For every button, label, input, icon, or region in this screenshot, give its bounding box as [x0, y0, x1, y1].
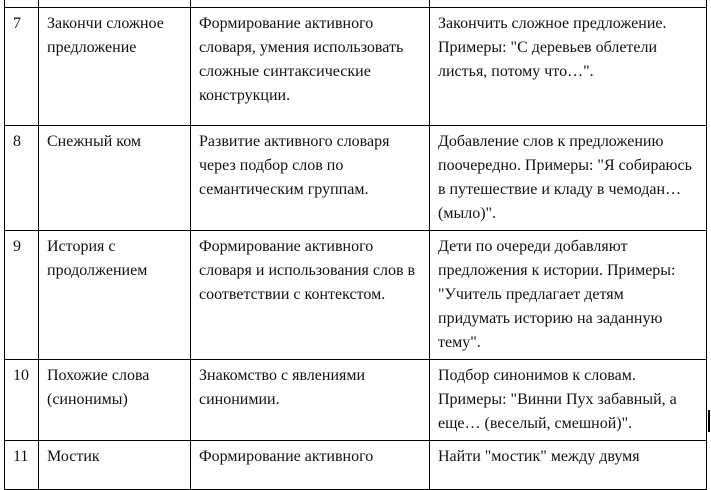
cell-num [5, 0, 39, 8]
cell-num: 10 [5, 360, 39, 441]
cell-name: Закончи сложное предложение [39, 8, 191, 126]
cell-name: История с продолжением [39, 231, 191, 360]
cell-num: 9 [5, 231, 39, 360]
cell-description [430, 0, 707, 8]
cell-goal [191, 0, 430, 8]
cell-num: 7 [5, 8, 39, 126]
cell-num: 8 [5, 126, 39, 231]
cell-goal: Формирование активного [191, 441, 430, 490]
cell-description: Закончить сложное предложение. Примеры: "С деревьев облетели листья, потому что…". [430, 8, 707, 126]
table-row [5, 360, 707, 441]
table-row [5, 126, 707, 231]
cell-name: Похожие слова (синонимы) [39, 360, 191, 441]
cell-description: Подбор синонимов к словам. Примеры: "Винни Пух забавный, а еще… (веселый, смешной)". [430, 360, 707, 441]
page-edge-divider [708, 410, 710, 432]
cell-goal: Формирование активного словаря и использования слов в соответствии с контекстом. [191, 231, 430, 360]
table-row-previous [5, 0, 707, 8]
cell-description: Добавление слов к предложению поочередно. Примеры: "Я собираюсь в путешествие и кладу в чемодан… (мыло)". [430, 126, 707, 231]
table-row [5, 8, 707, 126]
cell-num: 11 [5, 441, 39, 490]
cell-name: Снежный ком [39, 126, 191, 231]
cell-name: Мостик [39, 441, 191, 490]
table-row [5, 231, 707, 360]
cell-goal: Развитие активного словаря через подбор слов по семантическим группам. [191, 126, 430, 231]
cell-description: Найти "мостик" между двумя [430, 441, 707, 490]
cell-goal: Формирование активного словаря, умения использовать сложные синтаксические конструкции. [191, 8, 430, 126]
cell-goal: Знакомство с явлениями синонимии. [191, 360, 430, 441]
cell-name [39, 0, 191, 8]
cell-description: Дети по очереди добавляют предложения к истории. Примеры: "Учитель предлагает детям придумать историю на заданную тему". [430, 231, 707, 360]
games-table [4, 0, 707, 490]
table-row [5, 441, 707, 490]
